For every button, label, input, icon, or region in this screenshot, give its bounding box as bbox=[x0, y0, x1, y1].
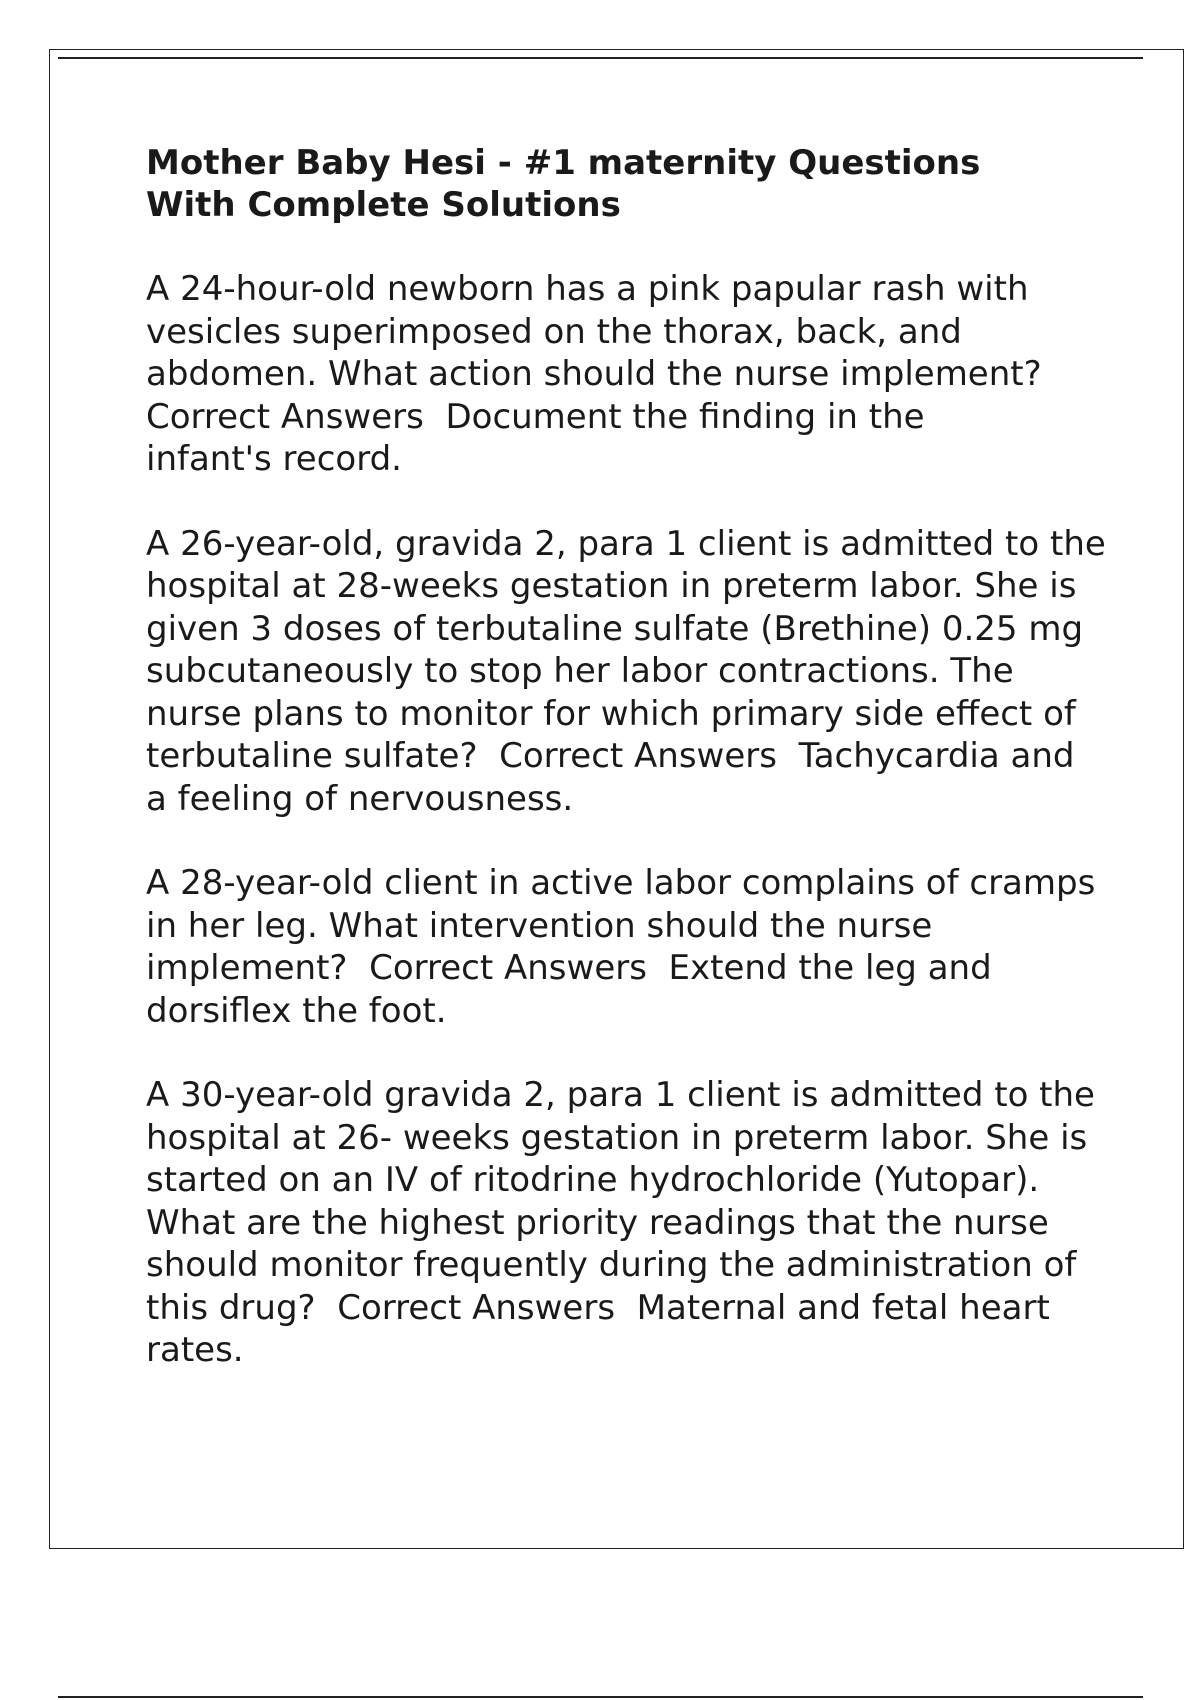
footer-rule bbox=[58, 1696, 1143, 1698]
question-answer-2: A 26-year-old, gravida 2, para 1 client is admitted to the hospital at 28-weeks gestation in preterm labor. She is given 3 doses of terbutaline sulfate (Brethine) 0.25 mg subcutaneously to stop her labor contractions. The nurse plans to monitor for which primary side effect of terbutaline sulfate? Correct Answers Tachycardia and a feeling of nervousness. bbox=[146, 523, 1117, 819]
question-answer-1: A 24-hour-old newborn has a pink papular rash with vesicles superimposed on the thorax, back, and abdomen. What action should the nurse implement? Correct Answers Document the finding in the infant's record. bbox=[146, 269, 1064, 479]
document-body bbox=[146, 142, 1117, 1414]
question-answer-4: A 30-year-old gravida 2, para 1 client is admitted to the hospital at 26- weeks gestation in preterm labor. She is started on an IV of ritodrine hydrochloride (Yutopar). What are the highest priority readings that the nurse should monitor frequently during the administration of this drug? Correct Answers Maternal and fetal heart rates. bbox=[146, 1075, 1106, 1370]
question-answer-3: A 28-year-old client in active labor complains of cramps in her leg. What intervention should the nurse implement? Correct Answers Extend the leg and dorsiflex the foot. bbox=[146, 863, 1107, 1031]
header-rule bbox=[58, 57, 1143, 59]
document-title: Mother Baby Hesi - #1 maternity Questions With Complete Solutions bbox=[146, 143, 981, 225]
